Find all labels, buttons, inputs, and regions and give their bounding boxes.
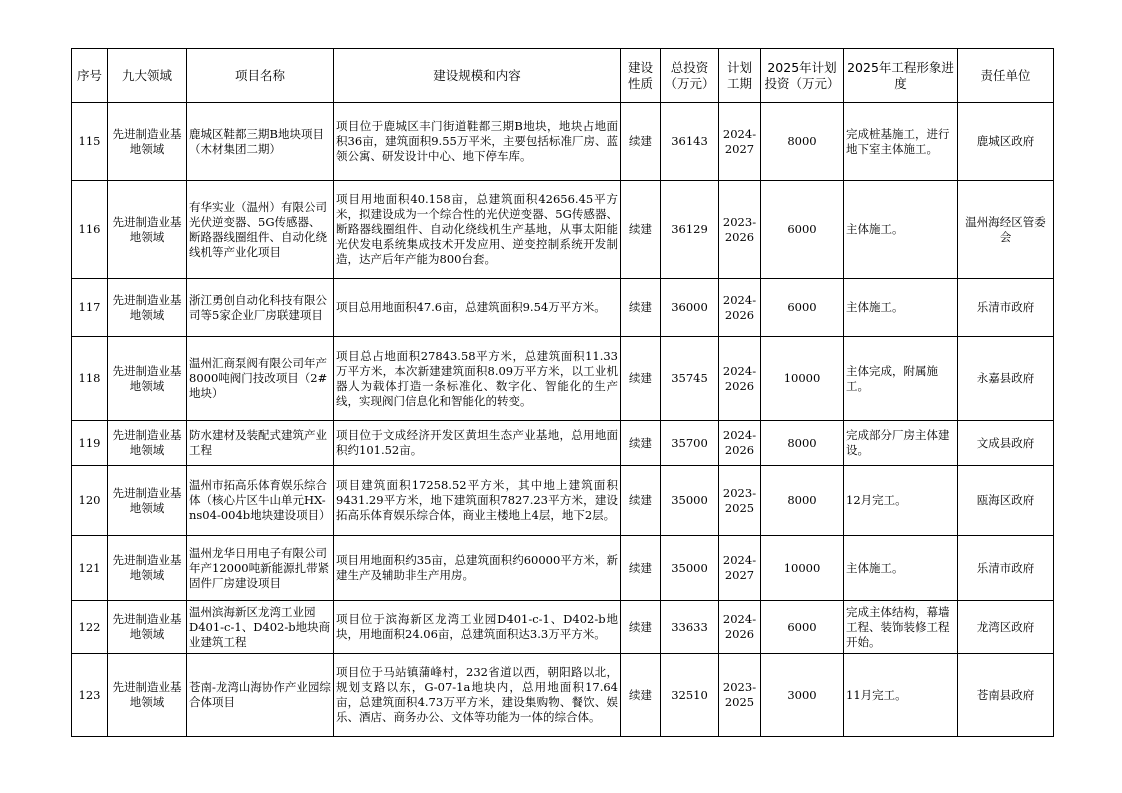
cell-content: 项目总占地面积27843.58平方米，总建筑面积11.33万平方米，本次新建建筑面积8.09万平方米，以工业机器人为载体打造一条标准化、数字化、智能化的生产线，实现阀门信息化和智能化的转变。 xyxy=(334,337,621,421)
cell-content: 项目位于鹿城区丰门街道鞋都三期B地块，地块占地面积36亩，建筑面积9.55万平米，主要包括标准厂房、蓝领公寓、研发设计中心、地下停车库。 xyxy=(334,103,621,181)
col-header-seq: 序号 xyxy=(72,49,108,103)
cell-domain: 先进制造业基地领域 xyxy=(108,536,187,601)
cell-name: 温州市拓高乐体育娱乐综合体（核心片区牛山单元HX-ns04-004b地块建设项目） xyxy=(187,466,334,536)
cell-invest: 35000 xyxy=(661,536,719,601)
cell-period: 2024-2027 xyxy=(719,536,761,601)
table-row xyxy=(72,337,1054,421)
cell-name: 苍南-龙湾山海协作产业园综合体项目 xyxy=(187,654,334,737)
cell-period: 2023-2025 xyxy=(719,654,761,737)
cell-nature: 续建 xyxy=(621,466,661,536)
cell-nature: 续建 xyxy=(621,337,661,421)
cell-progress: 11月完工。 xyxy=(844,654,958,737)
cell-seq: 119 xyxy=(72,421,108,466)
cell-plan: 8000 xyxy=(761,421,844,466)
cell-plan: 6000 xyxy=(761,601,844,654)
cell-plan: 10000 xyxy=(761,337,844,421)
table-row xyxy=(72,466,1054,536)
cell-seq: 122 xyxy=(72,601,108,654)
cell-seq: 116 xyxy=(72,181,108,279)
cell-name: 浙江勇创自动化科技有限公司等5家企业厂房联建项目 xyxy=(187,279,334,337)
cell-unit: 瓯海区政府 xyxy=(958,466,1054,536)
table-row xyxy=(72,654,1054,737)
col-header-domain: 九大领域 xyxy=(108,49,187,103)
cell-name: 温州龙华日用电子有限公司年产12000吨新能源扎带紧固件厂房建设项目 xyxy=(187,536,334,601)
cell-progress: 完成部分厂房主体建设。 xyxy=(844,421,958,466)
table-row xyxy=(72,601,1054,654)
cell-period: 2024-2027 xyxy=(719,103,761,181)
cell-progress: 主体完成，附属施工。 xyxy=(844,337,958,421)
cell-content: 项目用地面积40.158亩，总建筑面积42656.45平方米，拟建设成为一个综合性的光伏逆变器、5G传感器、断路器线圈组件、自动化绕线机生产基地，从事太阳能光伏发电系统集成技术开发应用、逆变控制系统开发制造，达产后年产能为800台套。 xyxy=(334,181,621,279)
cell-unit: 鹿城区政府 xyxy=(958,103,1054,181)
col-header-period: 计划工期 xyxy=(719,49,761,103)
cell-period: 2024-2026 xyxy=(719,421,761,466)
cell-content: 项目位于文成经济开发区黄坦生态产业基地，总用地面积约101.52亩。 xyxy=(334,421,621,466)
cell-invest: 36000 xyxy=(661,279,719,337)
cell-nature: 续建 xyxy=(621,421,661,466)
cell-domain: 先进制造业基地领域 xyxy=(108,466,187,536)
cell-unit: 永嘉县政府 xyxy=(958,337,1054,421)
cell-domain: 先进制造业基地领域 xyxy=(108,181,187,279)
cell-domain: 先进制造业基地领域 xyxy=(108,654,187,737)
col-header-plan2025: 2025年计划投资（万元） xyxy=(761,49,844,103)
cell-name: 防水建材及装配式建筑产业工程 xyxy=(187,421,334,466)
cell-domain: 先进制造业基地领域 xyxy=(108,337,187,421)
col-header-name: 项目名称 xyxy=(187,49,334,103)
cell-nature: 续建 xyxy=(621,601,661,654)
cell-period: 2023-2025 xyxy=(719,466,761,536)
cell-period: 2024-2026 xyxy=(719,601,761,654)
cell-period: 2024-2026 xyxy=(719,337,761,421)
col-header-content: 建设规模和内容 xyxy=(334,49,621,103)
table-row xyxy=(72,103,1054,181)
cell-seq: 120 xyxy=(72,466,108,536)
cell-unit: 苍南县政府 xyxy=(958,654,1054,737)
cell-unit: 文成县政府 xyxy=(958,421,1054,466)
table-row xyxy=(72,536,1054,601)
cell-name: 温州滨海新区龙湾工业园D401-c-1、D402-b地块商业建筑工程 xyxy=(187,601,334,654)
cell-plan: 6000 xyxy=(761,279,844,337)
cell-progress: 完成主体结构，幕墙工程、装饰装修工程开始。 xyxy=(844,601,958,654)
cell-nature: 续建 xyxy=(621,181,661,279)
cell-plan: 8000 xyxy=(761,103,844,181)
cell-progress: 主体施工。 xyxy=(844,279,958,337)
cell-seq: 115 xyxy=(72,103,108,181)
cell-plan: 3000 xyxy=(761,654,844,737)
cell-unit: 乐清市政府 xyxy=(958,279,1054,337)
cell-invest: 33633 xyxy=(661,601,719,654)
col-header-progress2025: 2025年工程形象进度 xyxy=(844,49,958,103)
cell-name: 鹿城区鞋都三期B地块项目（木材集团二期） xyxy=(187,103,334,181)
project-table xyxy=(71,48,1054,737)
cell-unit: 乐清市政府 xyxy=(958,536,1054,601)
cell-nature: 续建 xyxy=(621,279,661,337)
cell-seq: 118 xyxy=(72,337,108,421)
cell-content: 项目用地面积约35亩，总建筑面积约60000平方米，新建生产及辅助非生产用房。 xyxy=(334,536,621,601)
cell-domain: 先进制造业基地领域 xyxy=(108,601,187,654)
cell-invest: 36143 xyxy=(661,103,719,181)
cell-progress: 主体施工。 xyxy=(844,536,958,601)
cell-content: 项目建筑面积17258.52平方米，其中地上建筑面积9431.29平方米，地下建筑面积7827.23平方米，建设拓高乐体育娱乐综合体，商业主楼地上4层，地下2层。 xyxy=(334,466,621,536)
header-row xyxy=(72,49,1054,103)
col-header-invest: 总投资（万元） xyxy=(661,49,719,103)
cell-unit: 龙湾区政府 xyxy=(958,601,1054,654)
col-header-nature: 建设性质 xyxy=(621,49,661,103)
cell-nature: 续建 xyxy=(621,103,661,181)
cell-seq: 117 xyxy=(72,279,108,337)
cell-invest: 36129 xyxy=(661,181,719,279)
cell-name: 温州汇商泵阀有限公司年产8000吨阀门技改项目（2#地块） xyxy=(187,337,334,421)
cell-invest: 35745 xyxy=(661,337,719,421)
cell-content: 项目总用地面积47.6亩，总建筑面积9.54万平方米。 xyxy=(334,279,621,337)
cell-progress: 主体施工。 xyxy=(844,181,958,279)
cell-progress: 完成桩基施工，进行地下室主体施工。 xyxy=(844,103,958,181)
table-row xyxy=(72,279,1054,337)
cell-domain: 先进制造业基地领域 xyxy=(108,279,187,337)
col-header-unit: 责任单位 xyxy=(958,49,1054,103)
cell-content: 项目位于滨海新区龙湾工业园D401-c-1、D402-b地块，用地面积24.06亩，总建筑面积达3.3万平方米。 xyxy=(334,601,621,654)
cell-domain: 先进制造业基地领域 xyxy=(108,103,187,181)
cell-invest: 35000 xyxy=(661,466,719,536)
table-row xyxy=(72,421,1054,466)
cell-nature: 续建 xyxy=(621,654,661,737)
cell-seq: 121 xyxy=(72,536,108,601)
cell-plan: 10000 xyxy=(761,536,844,601)
cell-plan: 8000 xyxy=(761,466,844,536)
cell-invest: 35700 xyxy=(661,421,719,466)
cell-period: 2024-2026 xyxy=(719,279,761,337)
cell-unit: 温州海经区管委会 xyxy=(958,181,1054,279)
cell-seq: 123 xyxy=(72,654,108,737)
cell-plan: 6000 xyxy=(761,181,844,279)
cell-content: 项目位于马站镇蒲峰村，232省道以西，朝阳路以北，规划支路以东，G-07-1a地块内，总用地面积17.64亩，总建筑面积4.73万平方米，建设集购物、餐饮、娱乐、酒店、商务办公、文体等功能为一体的综合体。 xyxy=(334,654,621,737)
cell-nature: 续建 xyxy=(621,536,661,601)
cell-period: 2023-2026 xyxy=(719,181,761,279)
cell-progress: 12月完工。 xyxy=(844,466,958,536)
cell-domain: 先进制造业基地领域 xyxy=(108,421,187,466)
cell-name: 有华实业（温州）有限公司光伏逆变器、5G传感器、断路器线圈组件、自动化绕线机等产业化项目 xyxy=(187,181,334,279)
table-row xyxy=(72,181,1054,279)
cell-invest: 32510 xyxy=(661,654,719,737)
